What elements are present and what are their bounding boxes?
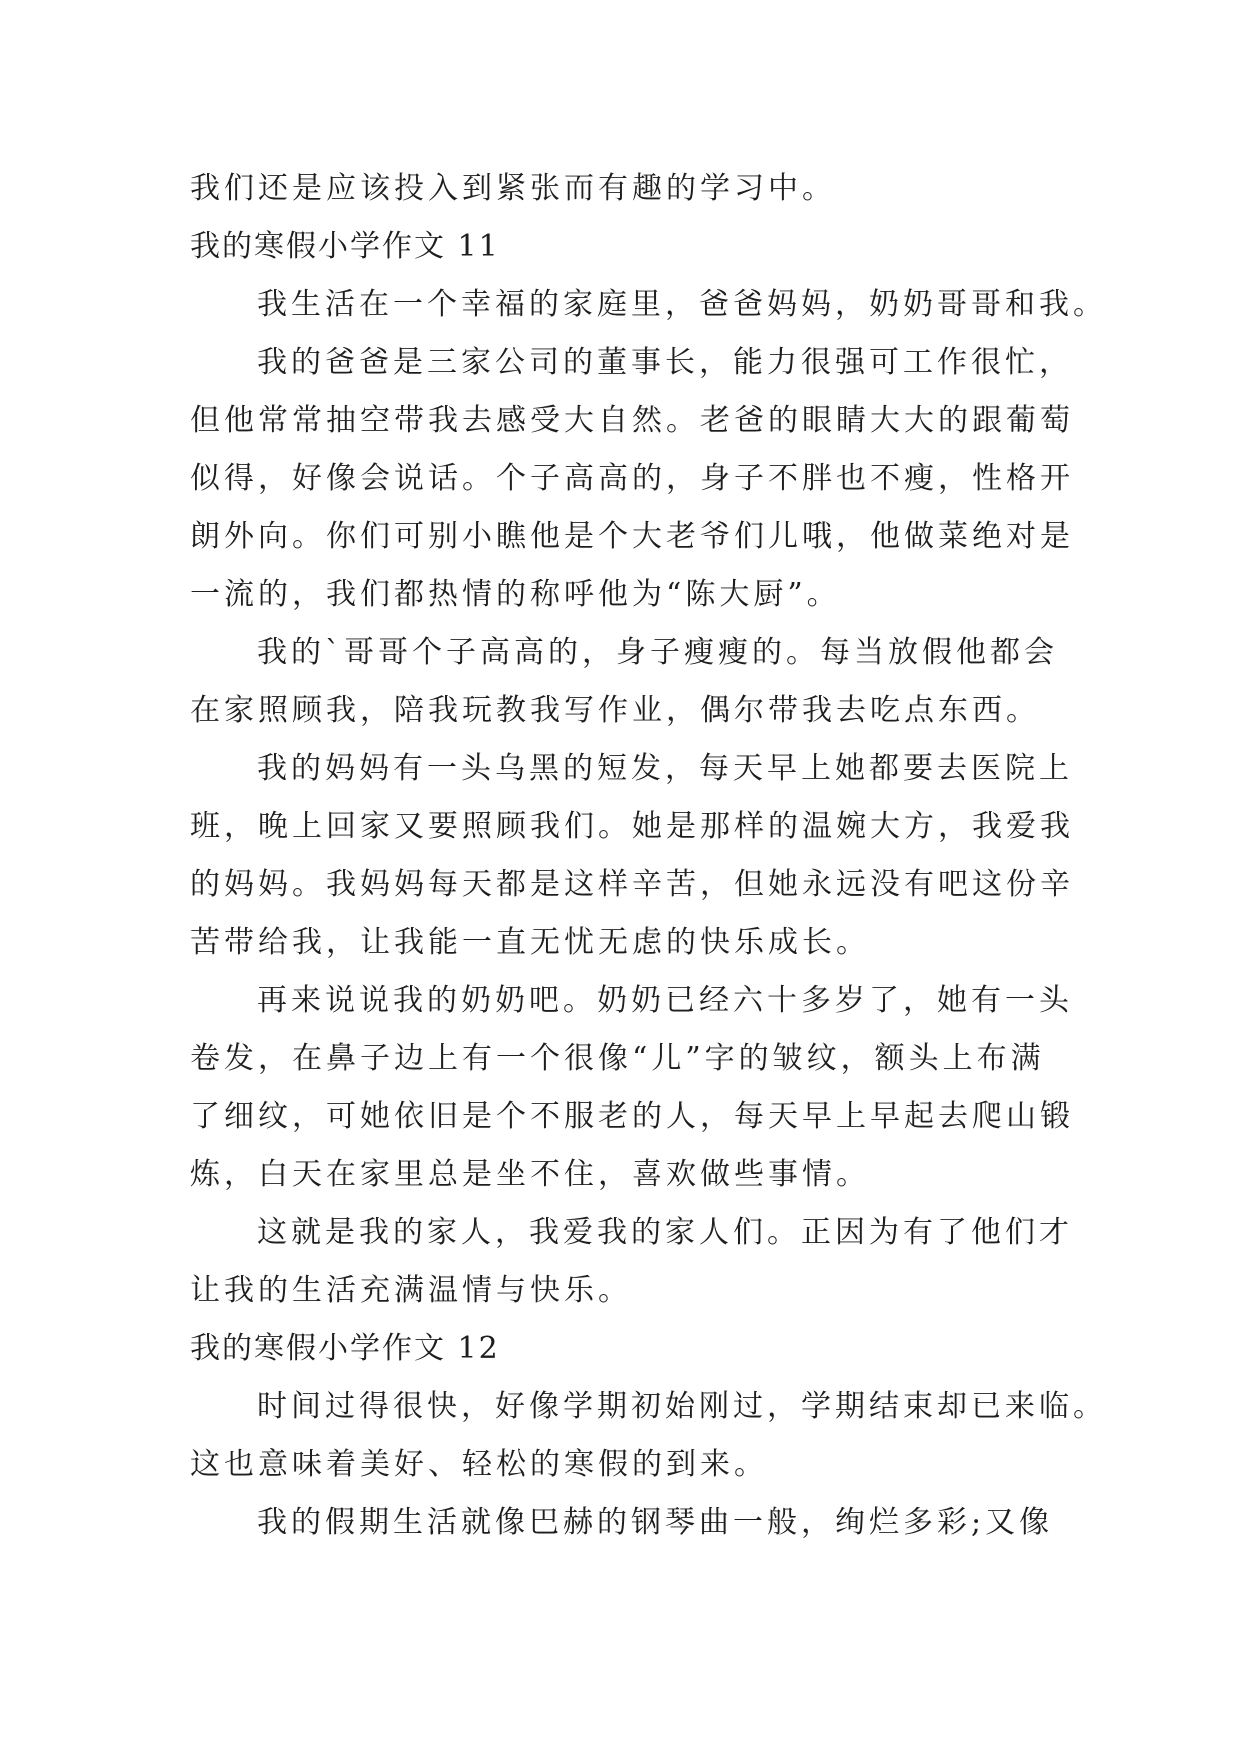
paragraph-line: 时间过得很快，好像学期初始刚过，学期结束却已来临。 — [257, 1389, 1107, 1424]
paragraph-line: 我生活在一个幸福的家庭里，爸爸妈妈，奶奶哥哥和我。 — [257, 287, 1107, 322]
paragraph-line: 朗外向。你们可别小瞧他是个大老爷们儿哦，他做菜绝对是 — [190, 519, 1074, 554]
document-body — [190, 160, 1107, 1552]
paragraph-line: 这也意味着美好、轻松的寒假的到来。 — [190, 1447, 768, 1482]
paragraph-line: 似得，好像会说话。个子高高的，身子不胖也不瘦，性格开 — [190, 461, 1074, 496]
paragraph-line: 了细纹，可她依旧是个不服老的人，每天早上早起去爬山锻 — [190, 1099, 1074, 1134]
paragraph-line: 炼，白天在家里总是坐不住，喜欢做些事情。 — [190, 1157, 870, 1192]
paragraph-line: 这就是我的家人，我爱我的家人们。正因为有了他们才 — [257, 1215, 1073, 1250]
paragraph-line: 苦带给我，让我能一直无忧无虑的快乐成长。 — [190, 925, 870, 960]
paragraph-line: 我的爸爸是三家公司的董事长，能力很强可工作很忙， — [257, 345, 1073, 380]
paragraph-line: 的妈妈。我妈妈每天都是这样辛苦，但她永远没有吧这份辛 — [190, 867, 1074, 902]
section-heading: 我的寒假小学作文 11 — [190, 229, 500, 264]
section-heading: 我的寒假小学作文 12 — [190, 1331, 500, 1366]
paragraph-line: 我的`哥哥个子高高的，身子瘦瘦的。每当放假他都会 — [257, 635, 1058, 670]
paragraph-line: 我们还是应该投入到紧张而有趣的学习中。 — [190, 171, 836, 206]
paragraph-line: 但他常常抽空带我去感受大自然。老爸的眼睛大大的跟葡萄 — [190, 403, 1074, 438]
paragraph-line: 班，晚上回家又要照顾我们。她是那样的温婉大方，我爱我 — [190, 809, 1074, 844]
paragraph-line: 卷发，在鼻子边上有一个很像“儿”字的皱纹，额头上布满 — [190, 1041, 1045, 1076]
paragraph-line: 我的妈妈有一头乌黑的短发，每天早上她都要去医院上 — [257, 751, 1073, 786]
paragraph-line: 一流的，我们都热情的称呼他为“陈大厨”。 — [190, 577, 841, 612]
paragraph-line: 让我的生活充满温情与快乐。 — [190, 1273, 632, 1308]
paragraph-line: 再来说说我的奶奶吧。奶奶已经六十多岁了，她有一头 — [257, 983, 1073, 1018]
paragraph-line: 我的假期生活就像巴赫的钢琴曲一般，绚烂多彩;又像 — [257, 1505, 1054, 1540]
paragraph-line: 在家照顾我，陪我玩教我写作业，偶尔带我去吃点东西。 — [190, 693, 1040, 728]
